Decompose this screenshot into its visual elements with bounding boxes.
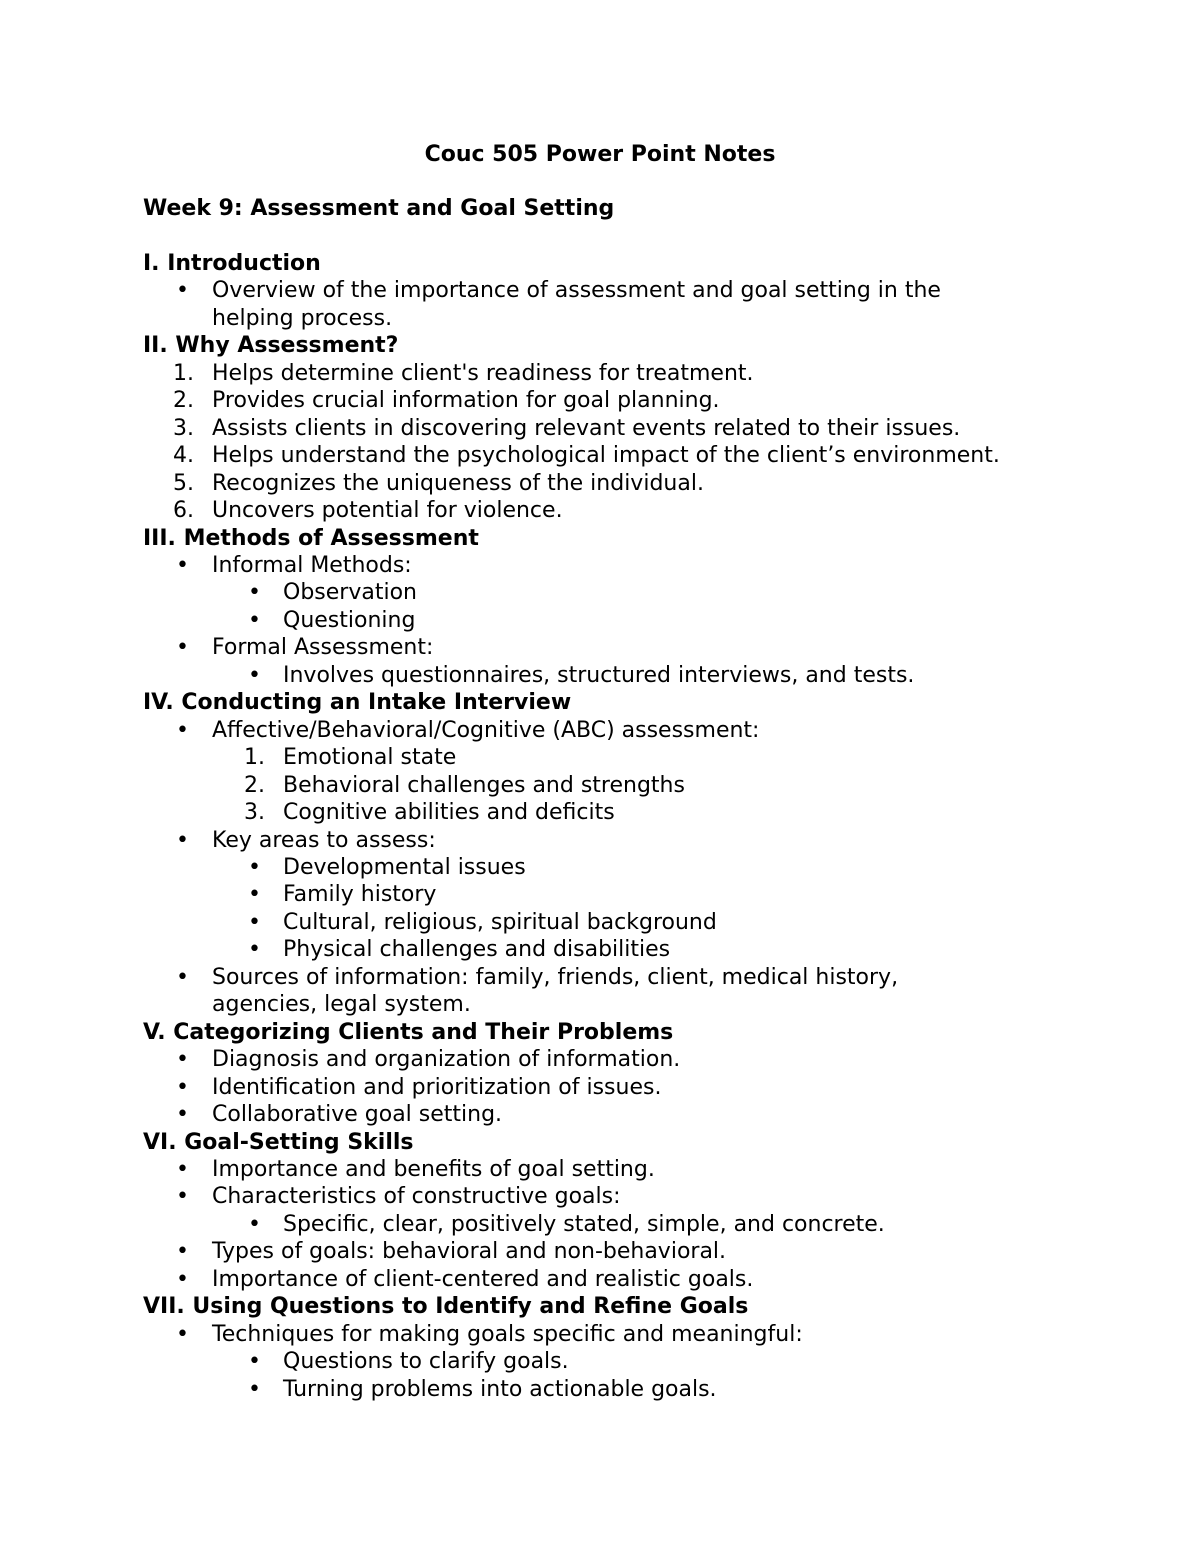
bullet-icon: • [248,854,261,880]
bullet-icon: • [176,827,189,853]
list-item [143,579,1093,606]
list-item [143,991,1093,1018]
list-item-text: Importance and benefits of goal setting. [212,1156,655,1182]
list-item [143,1321,1093,1348]
list-item-text: Developmental issues [283,854,526,880]
list-item [143,662,1093,689]
section-heading: VI. Goal-Setting Skills [143,1129,414,1155]
list-item-text: Helps understand the psychological impact of the client’s environment. [212,443,1000,469]
bullet-icon: • [176,1102,189,1128]
section-heading: I. Introduction [143,251,321,276]
list-item [143,799,1093,826]
bullet-icon: • [248,937,261,963]
list-item-text: Specific, clear, positively stated, simple, and concrete. [283,1211,885,1237]
list-item [143,1074,1093,1101]
section-heading: III. Methods of Assessment [143,525,479,551]
list-item-text: Importance of client-centered and realistic goals. [212,1266,754,1292]
list-item-text: Physical challenges and disabilities [283,937,671,963]
list-item-text: Emotional state [283,745,457,771]
list-item [143,717,1093,744]
list-item-text: Overview of the importance of assessment and goal setting in the [212,278,941,304]
list-item [143,827,1093,854]
list-item [143,1348,1093,1375]
week-heading: Week 9: Assessment and Goal Setting [143,196,615,221]
list-item-text: Affective/Behavioral/Cognitive (ABC) assessment: [212,717,760,743]
bullet-icon: • [248,1349,261,1375]
list-item [143,964,1093,991]
bullet-icon: • [176,635,189,661]
list-item-text: Questions to clarify goals. [283,1349,569,1375]
list-item [143,360,1093,387]
bullet-icon: • [248,882,261,908]
list-item [143,1156,1093,1183]
list-item-text: Behavioral challenges and strengths [283,772,685,798]
section-heading: V. Categorizing Clients and Their Problems [143,1019,674,1045]
section-heading: II. Why Assessment? [143,333,399,359]
list-item [143,1211,1093,1238]
list-item-text: Informal Methods: [212,552,412,578]
list-item-text: Family history [283,882,437,908]
list-number: 6. [173,498,194,524]
list-item [143,854,1093,881]
list-item-text: Cultural, religious, spiritual background [283,909,717,935]
list-item [143,415,1093,442]
bullet-icon: • [248,1211,261,1237]
list-item-text: Collaborative goal setting. [212,1102,503,1128]
bullet-icon: • [176,552,189,578]
bullet-icon: • [176,717,189,743]
bullet-icon: • [248,607,261,633]
section-heading: IV. Conducting an Intake Interview [143,690,572,716]
list-item [143,909,1093,936]
list-item [143,607,1093,634]
list-number: 2. [244,772,265,798]
list-item [143,1046,1093,1073]
list-item-text: Identification and prioritization of issues. [212,1074,662,1100]
bullet-icon: • [176,1266,189,1292]
list-number: 3. [244,800,265,826]
list-item [143,1183,1093,1210]
list-item [143,936,1093,963]
list-number: 1. [173,360,194,386]
bullet-icon: • [176,278,189,304]
list-item [143,1266,1093,1293]
bullet-icon: • [248,580,261,606]
bullet-icon: • [176,1047,189,1073]
bullet-icon: • [248,1376,261,1402]
bullet-icon: • [248,662,261,688]
bullet-icon: • [176,1321,189,1347]
list-item-text: Uncovers potential for violence. [212,498,563,524]
list-item-text: helping process. [212,305,393,331]
list-number: 2. [173,388,194,414]
list-item-text: Recognizes the uniqueness of the individual. [212,470,704,496]
list-item [143,387,1093,414]
list-item-text: Formal Assessment: [212,635,434,661]
list-item-text: Techniques for making goals specific and meaningful: [212,1321,803,1347]
list-item [143,634,1093,661]
list-item [143,442,1093,469]
list-item [143,1101,1093,1128]
bullet-icon: • [176,964,189,990]
list-item [143,470,1093,497]
list-item [143,772,1093,799]
bullet-icon: • [176,1156,189,1182]
list-item-text: Types of goals: behavioral and non-behavioral. [212,1239,727,1265]
list-item-text: Characteristics of constructive goals: [212,1184,621,1210]
bullet-icon: • [176,1184,189,1210]
list-item [143,744,1093,771]
list-item [143,1238,1093,1265]
list-item [143,277,1093,304]
bullet-icon: • [176,1074,189,1100]
list-item [143,1376,1093,1403]
list-item [143,552,1093,579]
section-heading: VII. Using Questions to Identify and Refine Goals [143,1294,749,1320]
list-item-text: Questioning [283,607,416,633]
list-number: 5. [173,470,194,496]
notes-outline [143,250,1093,1403]
list-item-text: Cognitive abilities and deficits [283,800,615,826]
document-title: Couc 505 Power Point Notes [424,142,776,167]
list-item-text: Assists clients in discovering relevant events related to their issues. [212,415,961,441]
list-item [143,305,1093,332]
list-item [143,497,1093,524]
list-item-text: Involves questionnaires, structured interviews, and tests. [283,662,915,688]
bullet-icon: • [248,909,261,935]
list-number: 1. [244,745,265,771]
list-item-text: Sources of information: family, friends, client, medical history, [212,964,899,990]
list-item-text: Helps determine client's readiness for treatment. [212,360,754,386]
list-item-text: agencies, legal system. [212,992,471,1018]
list-item [143,881,1093,908]
list-item-text: Provides crucial information for goal planning. [212,388,720,414]
list-item-text: Diagnosis and organization of information. [212,1047,681,1073]
list-item-text: Observation [283,580,417,606]
list-item-text: Key areas to assess: [212,827,436,853]
list-item-text: Turning problems into actionable goals. [283,1376,717,1402]
bullet-icon: • [176,1239,189,1265]
list-number: 3. [173,415,194,441]
list-number: 4. [173,443,194,469]
